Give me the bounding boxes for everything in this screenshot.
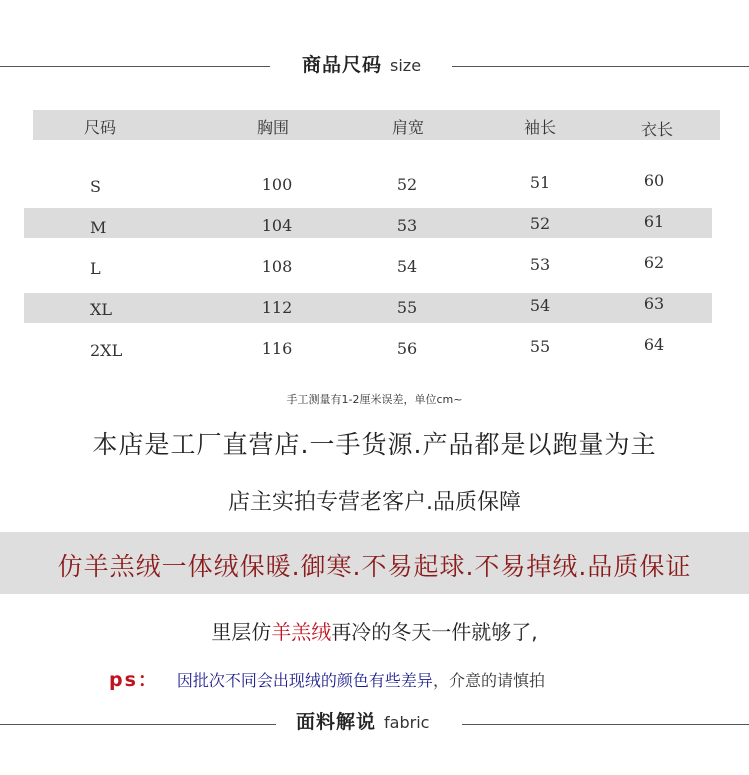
feature-banner-text: 仿羊羔绒一体绒保暖.御寒.不易起球.不易掉绒.品质保证 xyxy=(57,552,692,581)
header-sleeve: 袖长 xyxy=(523,118,556,137)
header-shoulder: 肩宽 xyxy=(391,118,424,137)
lining-after: 再冷的冬天一件就够了, xyxy=(331,620,538,644)
shoulder-value: 52 xyxy=(396,175,418,194)
sleeve-value: 53 xyxy=(529,255,551,274)
measurement-note: 手工测量有1-2厘米误差，单位cm~ xyxy=(286,393,463,406)
shoulder-value: 54 xyxy=(396,257,418,276)
sleeve-value: 55 xyxy=(529,337,551,356)
shoulder-value: 53 xyxy=(396,216,418,235)
chest-value: 100 xyxy=(261,175,293,194)
sleeve-value: 52 xyxy=(529,214,551,233)
chest-value: 116 xyxy=(261,339,293,358)
shoulder-value: 55 xyxy=(396,298,418,317)
size-label: M xyxy=(90,218,107,237)
sleeve-value: 51 xyxy=(529,173,551,192)
length-value: 63 xyxy=(643,294,665,313)
fabric-title-cn: 面料解说 xyxy=(296,711,377,733)
lining-line xyxy=(0,616,749,645)
size-title-cn: 商品尺码 xyxy=(302,54,383,76)
ps-line xyxy=(109,665,545,692)
length-value: 61 xyxy=(643,212,665,231)
ps-label: ps： xyxy=(109,669,159,691)
header-size: 尺码 xyxy=(83,118,116,137)
size-label: S xyxy=(90,177,101,196)
header-length: 衣长 xyxy=(640,120,673,139)
chest-value: 112 xyxy=(261,298,293,317)
lining-highlight: 羊羔绒 xyxy=(271,620,332,644)
ps-text-rest: ，介意的请慎拍 xyxy=(432,671,545,690)
store-statement: 本店是工厂直营店.一手货源.产品都是以跑量为主 xyxy=(92,430,657,459)
lining-before: 里层仿 xyxy=(211,620,272,644)
header-chest: 胸围 xyxy=(256,118,289,137)
size-label: 2XL xyxy=(90,341,123,360)
fabric-title-rule-right xyxy=(462,724,749,725)
size-label: L xyxy=(90,259,101,278)
size-section-title xyxy=(302,50,421,77)
fabric-section-title xyxy=(296,707,429,734)
length-value: 60 xyxy=(643,171,665,190)
length-value: 64 xyxy=(643,335,665,354)
sleeve-value: 54 xyxy=(529,296,551,315)
length-value: 62 xyxy=(643,253,665,272)
size-title-rule-left xyxy=(0,66,270,67)
chest-value: 104 xyxy=(261,216,293,235)
fabric-title-en: fabric xyxy=(384,713,430,732)
chest-value: 108 xyxy=(261,257,293,276)
ps-text-blue: 因批次不同会出现绒的颜色有些差异 xyxy=(176,671,433,690)
owner-statement: 店主实拍专营老客户.品质保障 xyxy=(228,490,521,515)
size-label: XL xyxy=(90,300,113,319)
fabric-title-rule-left xyxy=(0,724,276,725)
size-title-en: size xyxy=(390,56,422,75)
size-title-rule-right xyxy=(452,66,749,67)
shoulder-value: 56 xyxy=(396,339,418,358)
